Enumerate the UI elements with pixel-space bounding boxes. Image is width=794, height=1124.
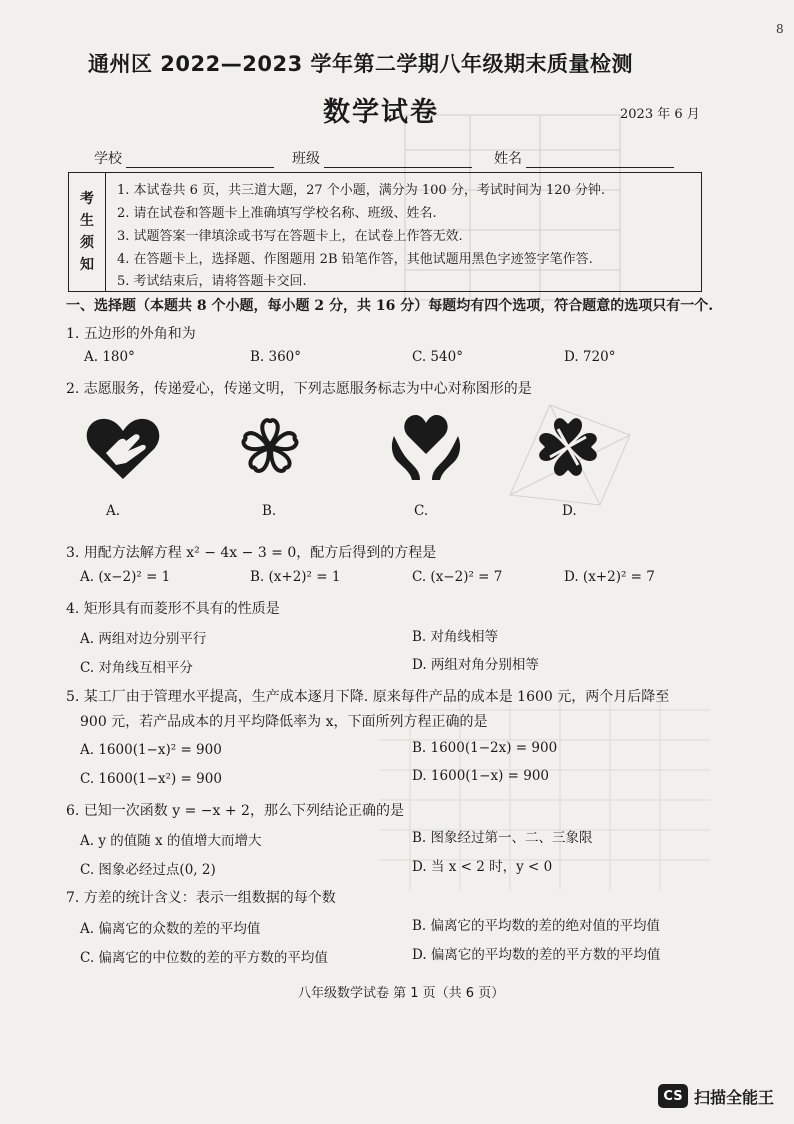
notice-item: 2. 请在试卷和答题卡上准确填写学校名称、班级、姓名. xyxy=(117,206,437,221)
q2-option-d: D. xyxy=(562,503,577,519)
exam-notice-box xyxy=(68,172,702,292)
notice-item: 1. 本试卷共 6 页，共三道大题，27 个小题，满分为 100 分，考试时间为 120 分钟. xyxy=(117,183,606,198)
camscanner-brand-text: 扫描全能王 xyxy=(694,1087,775,1107)
question-2-stem: 2. 志愿服务，传递爱心，传递文明，下列志愿服务标志为中心对称图形的是 xyxy=(66,381,532,397)
exam-title: 通州区 2022—2023 学年第二学期八年级期末质量检测 xyxy=(88,52,634,76)
notice-head-char: 知 xyxy=(80,257,94,273)
name-label: 姓名 xyxy=(494,151,522,167)
question-7-stem: 7. 方差的统计含义：表示一组数据的每个数 xyxy=(66,890,336,906)
class-blank xyxy=(324,153,472,168)
question-4-stem: 4. 矩形具有而菱形不具有的性质是 xyxy=(66,601,280,617)
exam-subtitle: 数学试卷 xyxy=(323,97,439,128)
question-3-stem: 3. 用配方法解方程 x² − 4x − 3 = 0，配方后得到的方程是 xyxy=(66,545,437,561)
heart-flower-icon xyxy=(234,411,306,483)
notice-head-char: 须 xyxy=(80,235,94,251)
section-heading: 一、选择题（本题共 8 个小题，每小题 2 分，共 16 分）每题均有四个选项，符合题意的选项只有一个. xyxy=(66,298,714,314)
hand-heart-icon xyxy=(84,413,162,483)
q6-option-c: C. 图象必经过点(0, 2) xyxy=(80,862,216,878)
q1-option-a: A. 180° xyxy=(84,349,135,365)
camscanner-logo: CS xyxy=(658,1084,688,1108)
q1-option-b: B. 360° xyxy=(250,349,302,365)
clover-heart-icon xyxy=(532,411,604,483)
q5-option-c: C. 1600(1−x²) = 900 xyxy=(80,771,222,787)
q5-option-b: B. 1600(1−2x) = 900 xyxy=(412,740,558,756)
q5-option-a: A. 1600(1−x)² = 900 xyxy=(80,742,222,758)
school-field xyxy=(94,148,274,168)
notice-item: 4. 在答题卡上，选择题、作图题用 2B 铅笔作答，其他试题用黑色字迹签字笔作答. xyxy=(117,252,593,267)
q3-option-a: A. (x−2)² = 1 xyxy=(80,569,171,585)
q7-option-d: D. 偏离它的平均数的差的平方数的平均值 xyxy=(412,947,661,963)
question-5-stem-line2: 900 元，若产品成本的月平均降低率为 x，下面所列方程正确的是 xyxy=(80,714,488,730)
q3-option-c: C. (x−2)² = 7 xyxy=(412,569,503,585)
q3-option-b: B. (x+2)² = 1 xyxy=(250,569,341,585)
q1-option-d: D. 720° xyxy=(564,349,616,365)
q2-option-a: A. xyxy=(106,503,121,519)
q2-option-b: B. xyxy=(262,503,277,519)
q1-option-c: C. 540° xyxy=(412,349,463,365)
heart-hands-icon xyxy=(388,410,464,482)
school-label: 学校 xyxy=(94,151,122,167)
name-blank xyxy=(526,153,674,168)
notice-head-char: 生 xyxy=(80,213,94,229)
page-edge-mark: 8 xyxy=(776,22,784,36)
page-footer: 八年级数学试卷 第 1 页（共 6 页） xyxy=(298,986,505,1001)
q5-option-d: D. 1600(1−x) = 900 xyxy=(412,768,549,784)
notice-item: 5. 考试结束后，请将答题卡交回. xyxy=(117,274,307,289)
exam-date: 2023 年 6 月 xyxy=(620,107,700,122)
notice-head-char: 考 xyxy=(80,191,94,207)
name-field xyxy=(494,148,674,168)
notice-item: 3. 试题答案一律填涂或书写在答题卡上，在试卷上作答无效. xyxy=(117,229,463,244)
question-1-stem: 1. 五边形的外角和为 xyxy=(66,326,196,342)
scanner-watermark xyxy=(658,1084,774,1108)
school-blank xyxy=(126,153,274,168)
q4-option-b: B. 对角线相等 xyxy=(412,629,499,645)
q6-option-d: D. 当 x < 2 时，y < 0 xyxy=(412,859,553,875)
q4-option-a: A. 两组对边分别平行 xyxy=(80,631,207,647)
question-5-stem-line1: 5. 某工厂由于管理水平提高，生产成本逐月下降. 原来每件产品的成本是 1600 元，两个月后降至 xyxy=(66,689,670,705)
class-label: 班级 xyxy=(292,151,320,167)
q7-option-b: B. 偏离它的平均数的差的绝对值的平均值 xyxy=(412,918,661,934)
q6-option-b: B. 图象经过第一、二、三象限 xyxy=(412,830,593,846)
question-6-stem: 6. 已知一次函数 y = −x + 2，那么下列结论正确的是 xyxy=(66,803,404,819)
notice-heading xyxy=(69,173,106,291)
q4-option-d: D. 两组对角分别相等 xyxy=(412,657,539,673)
q4-option-c: C. 对角线互相平分 xyxy=(80,660,193,676)
q6-option-a: A. y 的值随 x 的值增大而增大 xyxy=(80,833,262,849)
q7-option-c: C. 偏离它的中位数的差的平方数的平均值 xyxy=(80,950,328,966)
q2-option-c: C. xyxy=(414,503,429,519)
q3-option-d: D. (x+2)² = 7 xyxy=(564,569,655,585)
q7-option-a: A. 偏离它的众数的差的平均值 xyxy=(80,921,261,937)
class-field xyxy=(292,148,472,168)
